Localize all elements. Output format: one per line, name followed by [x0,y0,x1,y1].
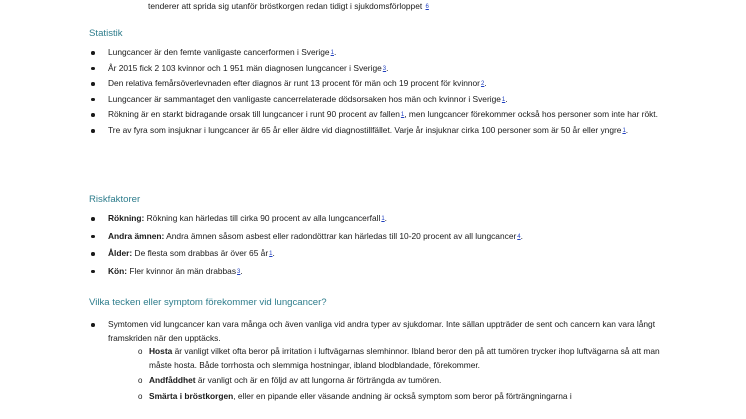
reference-link[interactable]: 6 [425,4,429,10]
reference-link[interactable]: 2 [480,81,485,88]
reference-link[interactable]: 1 [622,127,626,134]
item-text-after: . [384,213,387,223]
reference-link[interactable]: 1 [269,251,273,258]
top-line-text: tenderer att sprida sig utanför bröstkorgen redan tidigt i sjukdomsförloppet [148,1,423,11]
item-label: Rökning: [108,213,145,223]
statistik-list [89,46,689,140]
list-item [89,77,689,93]
item-label: Andfåddhet [149,375,196,386]
sub-list-item [138,390,678,404]
reference-link[interactable]: 1 [501,96,506,103]
item-label: Hosta [149,346,173,357]
section-heading-riskfaktorer: Riskfaktorer [89,194,141,205]
sub-list-item [138,345,678,372]
reference-link[interactable]: 1 [400,112,405,119]
item-text-after: . [625,124,629,135]
reference-link[interactable]: 3 [382,65,387,72]
item-text: Rökning kan härledas till cirka 90 procent av alla lungcancerfall [144,213,381,223]
reference-link[interactable]: 3 [237,268,241,275]
list-item [89,247,689,263]
item-label: Andra ämnen: [108,230,165,241]
item-text-after: . [520,230,523,241]
item-text: är vanligt och är en följd av att lungorna är förträngda av tumören. [195,375,442,386]
list-item [89,108,668,124]
list-item [89,124,668,140]
item-label: Kön: [108,265,128,276]
symtom-sublist [138,345,678,403]
list-item [89,230,689,246]
item-label: Ålder: [108,248,133,259]
section-heading-statistik: Statistik [89,28,123,39]
item-text: Lungcancer är den femte vanligaste cancerformen i Sverige [108,47,330,57]
item-text: är vanligt vilket ofta beror på irritation i luftvägarnas slemhinnor. Ibland beror den på att tumören trycker ihop luftvägarna så att man måste hosta. Både torrhosta och slemmiga hostningar, ibland blodblandade, förekommer. [149,346,660,370]
sub-list-item [138,374,678,388]
item-text-after: , men lungcancer förekommer också hos personer som inte har rökt. [404,109,658,120]
item-text-after: . [333,47,337,57]
top-line [148,0,429,16]
item-text-after: . [505,93,508,104]
item-text: Tre av fyra som insjuknar i lungcancer är 65 år eller äldre vid diagnostillfället. Varje år insjuknar cirka 100 personer som är 50 år eller yngre [108,124,622,135]
item-text: De flesta som drabbas är över 65 år [132,248,269,259]
list-item [89,46,689,62]
item-text: Fler kvinnor än män drabbas [127,265,237,276]
item-text-after: . [386,62,389,73]
item-text: Den relativa femårsöverlevnaden efter diagnos är runt 13 procent för män och 19 procent för kvinnor [108,78,480,89]
item-text-after: . [240,265,243,276]
item-text-after: . [484,78,487,89]
symtom-list [89,318,689,404]
item-text: Symtomen vid lungcancer kan vara många och även vanliga vid andra typer av sjukdomar. Inte sällan uppträder de sent och cancern kan vara långt framskriden när den upptäcks. [108,319,656,343]
item-text: Rökning är en starkt bidragande orsak till lungcancer i runt 90 procent av fallen [108,109,400,120]
item-text: Lungcancer är sammantaget den vanligaste cancerrelaterade dödsorsaken hos män och kvinnor i Sverige [108,93,501,104]
item-text: , eller en pipande eller väsande andning är också symptom som beror på förträngningarna i [233,390,572,401]
list-item [89,62,689,78]
reference-link[interactable]: 1 [381,216,385,222]
list-item [89,265,689,281]
section-heading-symtom: Vilka tecken eller symptom förekommer vid lungcancer? [89,297,327,308]
reference-link[interactable]: 1 [330,50,334,56]
list-item [89,318,664,404]
list-item [89,212,689,228]
riskfaktorer-list [89,212,689,280]
reference-link[interactable]: 4 [517,233,521,240]
item-text: Andra ämnen såsom asbest eller radondöttrar kan härledas till 10-20 procent av all lungcancer [164,230,517,241]
item-text: År 2015 fick 2 103 kvinnor och 1 951 män diagnosen lungcancer i Sverige [108,62,382,73]
item-label: Smärta i bröstkorgen [149,390,234,401]
list-item [89,93,689,109]
item-text-after: . [272,248,275,259]
